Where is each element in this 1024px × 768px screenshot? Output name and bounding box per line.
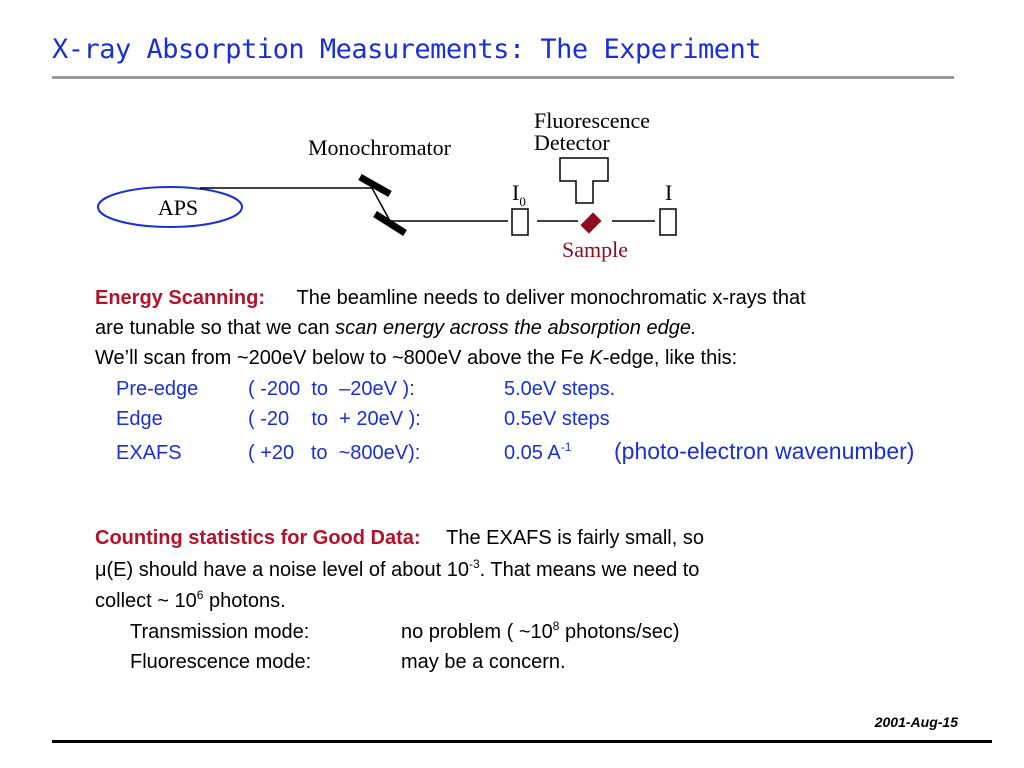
energy-text-3a: We’ll scan from ~200eV below to ~800eV above the Fe bbox=[95, 347, 590, 369]
energy-text-2a: are tunable so that we can bbox=[95, 317, 336, 339]
i0-detector bbox=[512, 209, 528, 235]
fluorescence-detector-label-1: Fluorescence bbox=[534, 108, 651, 133]
i0-label: $I_0$ bbox=[512, 180, 526, 209]
counting-text-1: The EXAFS is fairly small, so bbox=[446, 527, 704, 549]
beamline-diagram bbox=[0, 0, 1024, 280]
row-exafs-note: (photo-electron wavenumber) bbox=[614, 438, 915, 464]
transmission-mode-sup: 8 bbox=[552, 619, 560, 633]
row-preedge-step: 5.0eV steps. bbox=[504, 378, 616, 400]
row-exafs-step: 0.05 $A^{-1}$ bbox=[504, 440, 572, 464]
aps-label: APS bbox=[157, 195, 199, 220]
counting-text-2-sup: -3 bbox=[468, 557, 480, 571]
footer-divider bbox=[52, 740, 992, 743]
monochromator-crystal-1 bbox=[360, 177, 390, 194]
monochromator-crystal-2 bbox=[375, 214, 405, 233]
row-edge-range: ( -20 to + 20eV ): bbox=[248, 408, 421, 430]
sample bbox=[580, 212, 601, 233]
fluorescence-detector bbox=[560, 158, 608, 203]
energy-line-1 bbox=[95, 283, 806, 313]
counting-line-2: μ(E) should have a noise level of about $10^{-3}$. That means we need to bbox=[95, 557, 700, 581]
row-exafs-step-sup: -1 bbox=[560, 440, 572, 454]
energy-text-3b: K bbox=[589, 347, 603, 369]
row-preedge-range: ( -200 to –20eV ): bbox=[248, 378, 415, 400]
row-edge-name: Edge bbox=[116, 408, 163, 430]
row-exafs-range: ( +20 to ~800eV): bbox=[248, 442, 421, 464]
row-exafs-name: EXAFS bbox=[116, 442, 182, 464]
counting-heading: Counting statistics for Good Data: bbox=[95, 527, 421, 549]
i-label: I bbox=[665, 180, 673, 205]
row-edge-step: 0.5eV steps bbox=[504, 408, 610, 430]
monochromator-label: Monochromator bbox=[308, 135, 451, 160]
energy-line-2 bbox=[95, 313, 697, 343]
energy-line-3 bbox=[95, 343, 737, 373]
energy-heading: Energy Scanning: bbox=[95, 287, 266, 309]
footer-date: 2001-Aug-15 bbox=[874, 714, 958, 730]
counting-text-3-sup: 6 bbox=[196, 588, 204, 602]
sample-label: Sample bbox=[562, 237, 628, 262]
row-preedge-name: Pre-edge bbox=[116, 378, 199, 400]
counting-line-3: collect ~ $10^6$ photons. bbox=[95, 588, 286, 612]
page-title: X-ray Absorption Measurements: The Experiment bbox=[52, 34, 761, 65]
i-detector bbox=[660, 209, 676, 235]
transmission-mode-value: no problem ( $\sim 10^8$ photons/sec) bbox=[401, 619, 680, 643]
counting-line-1 bbox=[95, 523, 704, 553]
energy-text-3c: -edge, like this: bbox=[602, 347, 738, 369]
fluorescence-mode-label: Fluorescence mode: bbox=[130, 651, 312, 673]
transmission-mode-label: Transmission mode: bbox=[130, 621, 310, 643]
energy-text-2b: scan energy across the absorption edge. bbox=[335, 317, 697, 339]
fluorescence-mode-value: may be a concern. bbox=[401, 651, 566, 673]
energy-text-1: The beamline needs to deliver monochromatic x-rays that bbox=[296, 287, 806, 309]
fluorescence-detector-label-2: Detector bbox=[534, 130, 610, 155]
